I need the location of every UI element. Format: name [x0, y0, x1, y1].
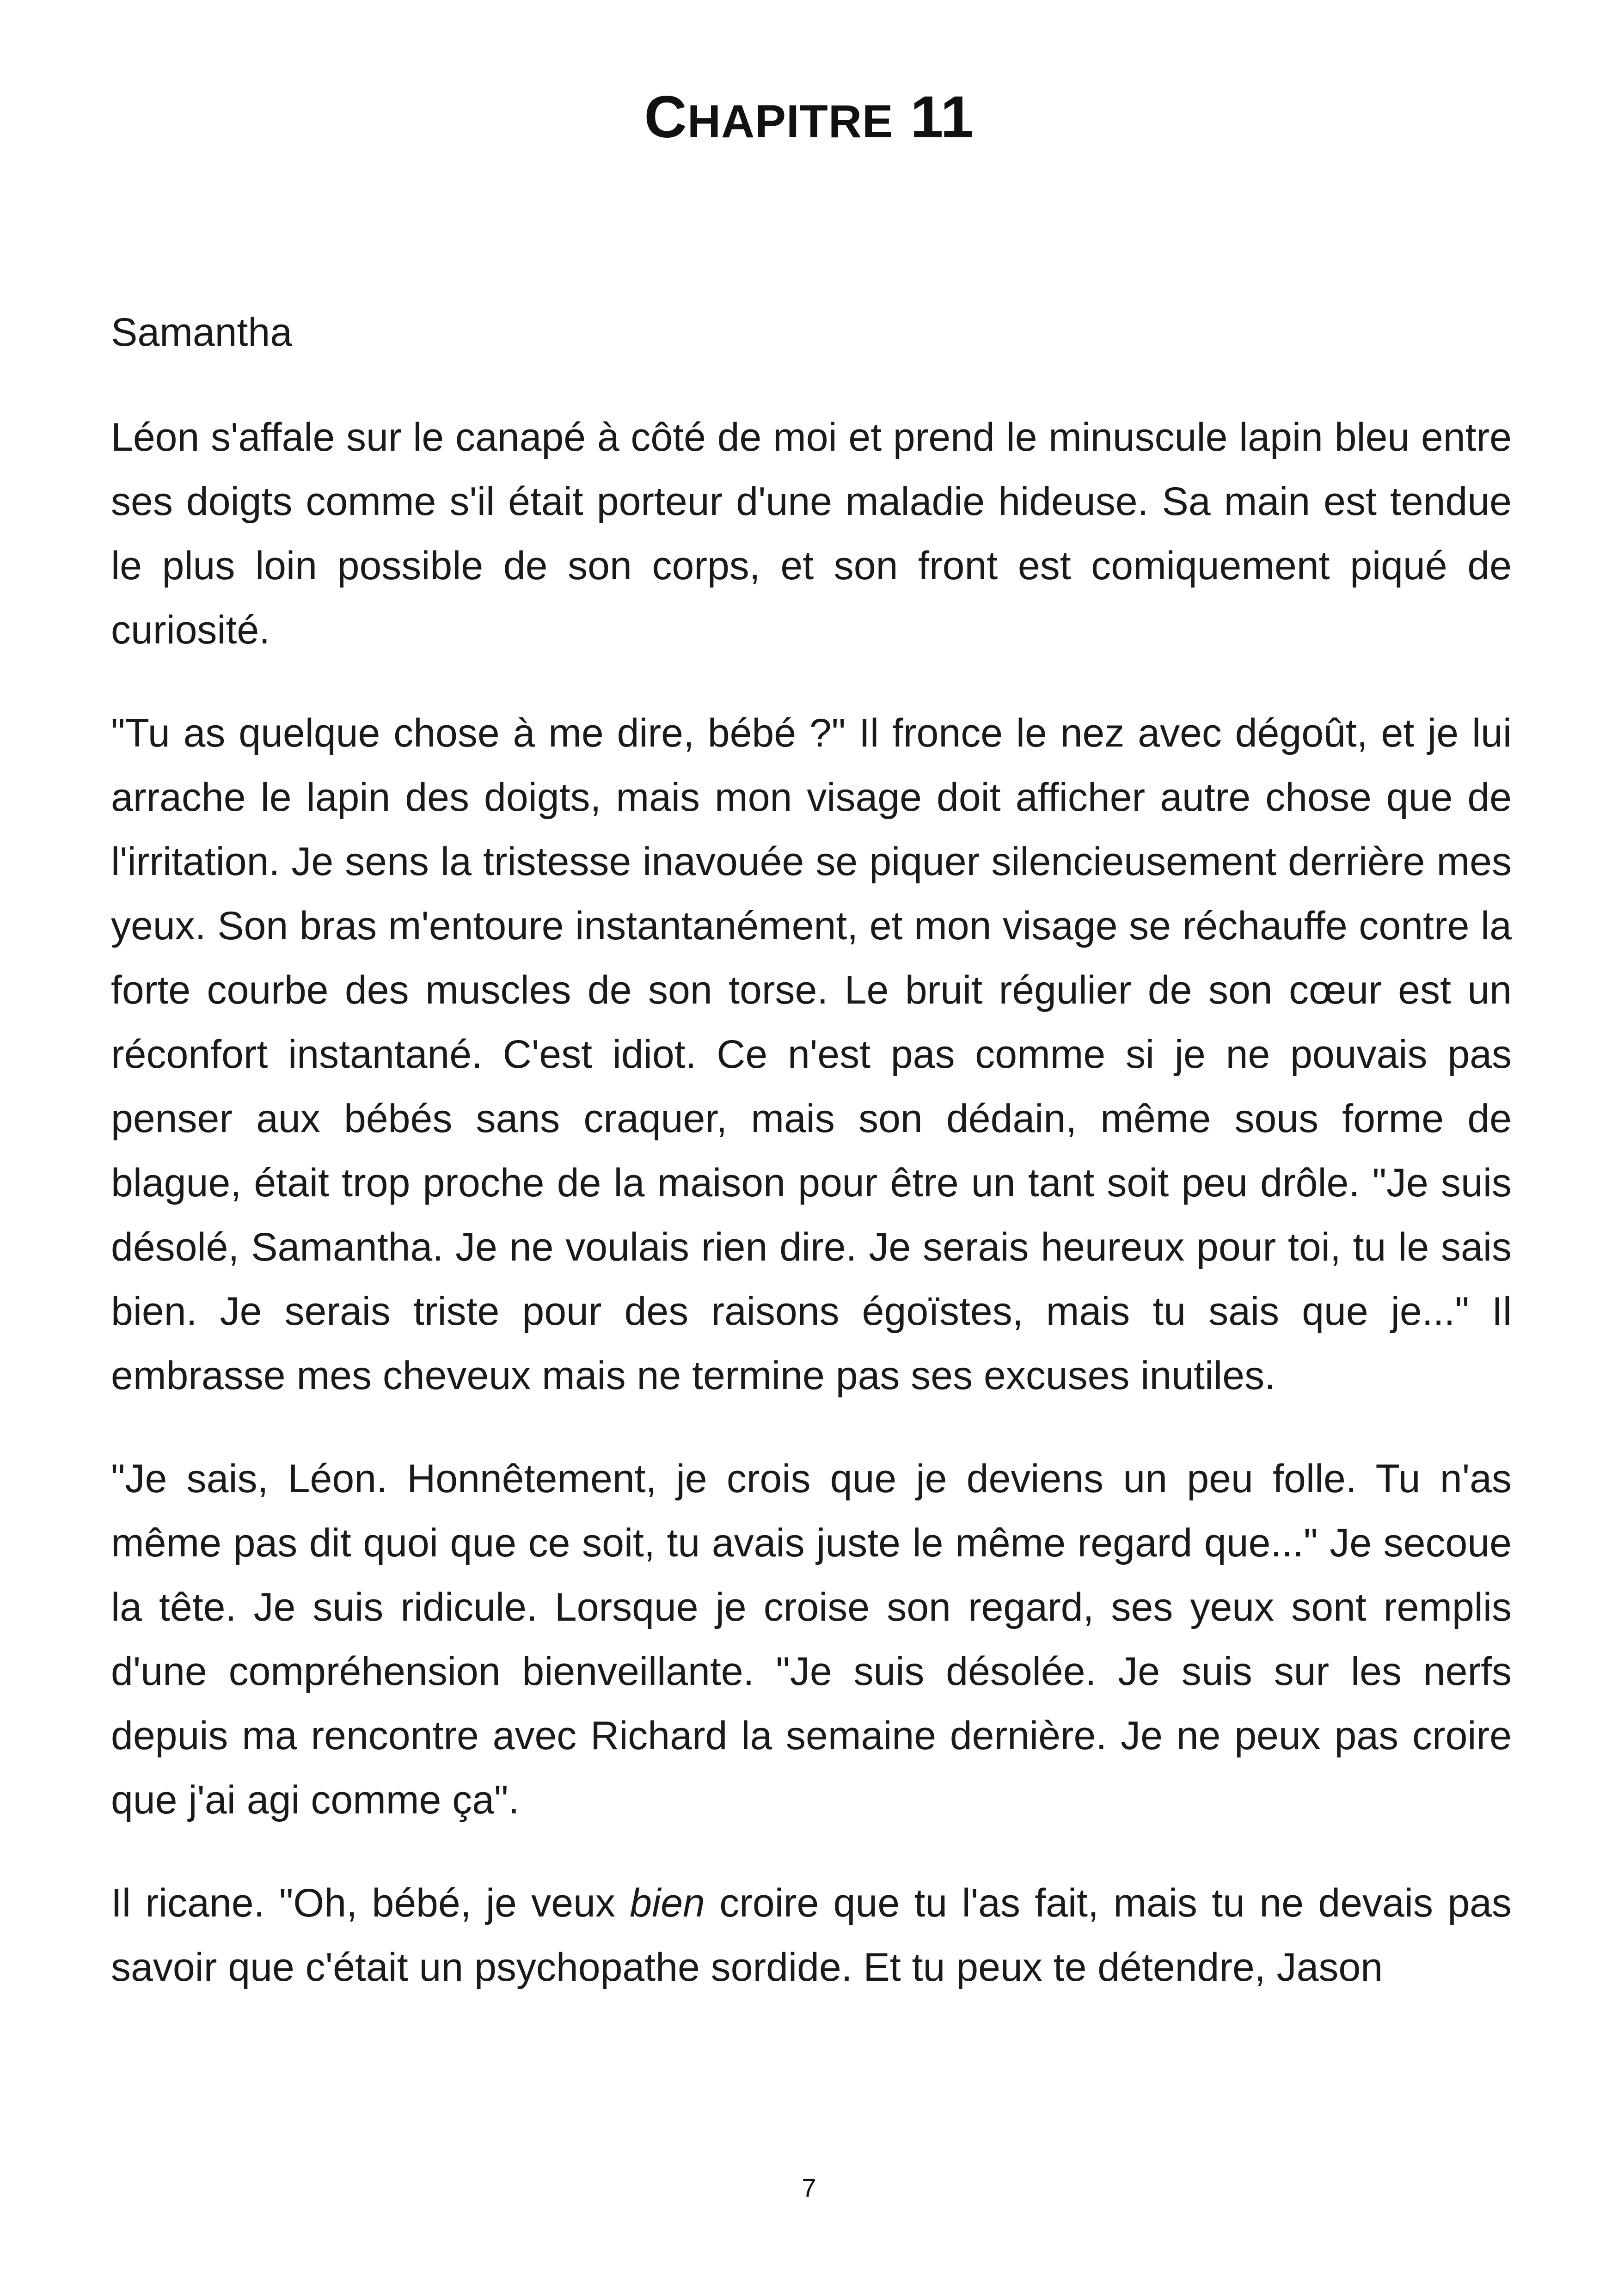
chapter-title-initial: C — [644, 84, 687, 150]
paragraph-4-part-2: croire que tu l'as fait, mais tu ne devais pas savoir que c'était un psychopathe sordide. Et tu peux te détendre, Jason — [111, 1881, 1512, 1990]
paragraph-3: "Je sais, Léon. Honnêtement, je crois que je deviens un peu folle. Tu n'as même pas dit quoi que ce soit, tu avais juste le même regard que..." Je secoue la tête. Je suis ridicule. Lorsque je croise son regard, ses yeux sont remplis d'une compréhension bienveillante. "Je suis désolée. Je suis sur les nerfs depuis ma rencontre avec Richard la semaine dernière. Je ne peux pas croire que j'ai agi comme ça". — [111, 1457, 1512, 1822]
chapter-title — [0, 83, 1618, 151]
paragraph-4-part-1: Il ricane. "Oh, bébé, je veux — [111, 1881, 630, 1925]
chapter-title-rest: HAPITRE — [687, 96, 894, 147]
paragraph-4 — [111, 1871, 1512, 2000]
page-number: 7 — [802, 2173, 816, 2202]
paragraph-2: "Tu as quelque chose à me dire, bébé ?" Il fronce le nez avec dégoût, et je lui arrache le lapin des doigts, mais mon visage doit afficher autre chose que de l'irritation. Je sens la tristesse inavouée se piquer silencieusement derrière mes yeux. Son bras m'entoure instantanément, et mon visage se réchauffe contre la forte courbe des muscles de son torse. Le bruit régulier de son cœur est un réconfort instantané. C'est idiot. Ce n'est pas comme si je ne pouvais pas penser aux bébés sans craquer, mais son dédain, même sous forme de blague, était trop proche de la maison pour être un tant soit peu drôle. "Je suis désolé, Samantha. Je ne voulais rien dire. Je serais heureux pour toi, tu le sais bien. Je serais triste pour des raisons égoïstes, mais tu sais que je..." Il embrasse mes cheveux mais ne termine pas ses excuses inutiles. — [111, 711, 1512, 1398]
paragraph-4-emphasis: bien — [630, 1881, 705, 1925]
paragraph-1: Léon s'affale sur le canapé à côté de moi et prend le minuscule lapin bleu entre ses doigts comme s'il était porteur d'une maladie hideuse. Sa main est tendue le plus loin possible de son corps, et son front est comiquement piqué de curiosité. — [111, 415, 1512, 652]
chapter-body — [111, 300, 1512, 2039]
chapter-number: 11 — [910, 84, 974, 150]
section-speaker: Samantha — [111, 310, 293, 355]
